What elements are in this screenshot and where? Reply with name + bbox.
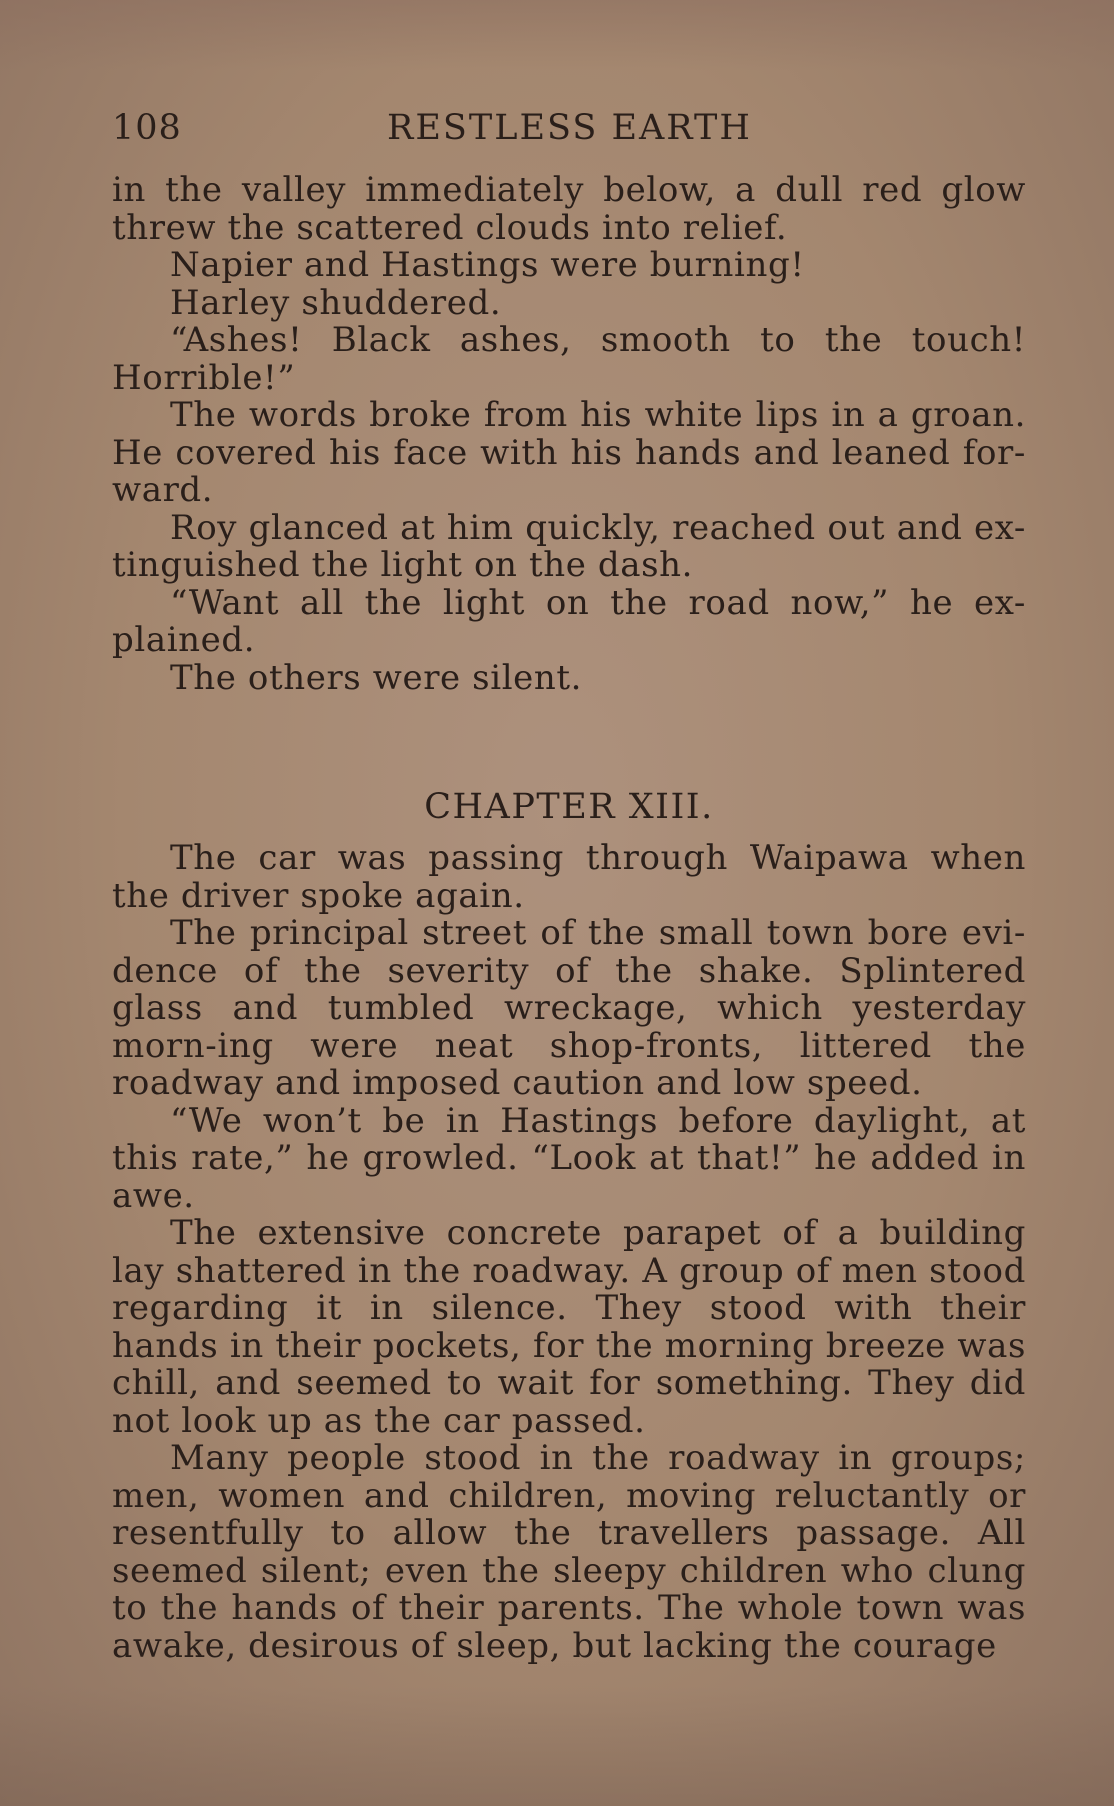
text-block-after-chapter bbox=[112, 840, 1026, 1665]
paragraph: Roy glanced at him quickly, reached out and ex-tinguished the light on the dash. bbox=[112, 507, 1026, 585]
paragraph: Many people stood in the roadway in groups; men, women and children, moving reluctantly or resentfully to allow the travellers passage. All seemed silent; even the sleepy children who clung to the hands of their parents. The whole town was awake, desirous of sleep, but lacking the courage bbox=[112, 1438, 1026, 1666]
paragraph: “We won’t be in Hastings before daylight, at this rate,” he growled. “Look at that!” he added in awe. bbox=[112, 1100, 1026, 1216]
running-head bbox=[112, 108, 1026, 156]
paragraph: The principal street of the small town bore evi-dence of the severity of the shake. Splintered glass and tumbled wreckage, which yesterday morn-ing were neat shop-fronts, littered the roadway and imposed caution and low speed. bbox=[112, 913, 1026, 1103]
page-number: 108 bbox=[112, 108, 182, 148]
paragraph: The extensive concrete parapet of a building lay shattered in the roadway. A group of men stood regarding it in silence. They stood with their hands in their pockets, for the morning breeze was chill, and seemed to wait for something. They did not look up as the car passed. bbox=[112, 1213, 1026, 1441]
paragraph: “Ashes! Black ashes, smooth to the touch! Horrible!” bbox=[112, 320, 1026, 398]
paragraph: The car was passing through Waipawa when the driver spoke again. bbox=[112, 838, 1026, 916]
text-block-before-chapter bbox=[112, 172, 1026, 697]
page-top-shadow bbox=[0, 0, 1114, 70]
paragraph: The words broke from his white lips in a groan. He covered his face with his hands and leaned for-ward. bbox=[112, 395, 1026, 510]
paragraph: Harley shuddered. bbox=[170, 282, 502, 323]
paragraph: The others were silent. bbox=[170, 657, 583, 698]
paragraph: “Want all the light on the road now,” he ex-plained. bbox=[112, 582, 1026, 660]
chapter-heading: CHAPTER XIII. bbox=[424, 787, 714, 827]
paragraph: in the valley immediately below, a dull red glow threw the scattered clouds into relief. bbox=[112, 170, 1026, 248]
paragraph: Napier and Hastings were burning! bbox=[170, 245, 805, 285]
page-bottom-shadow bbox=[0, 1686, 1114, 1806]
book-title: RESTLESS EARTH bbox=[387, 108, 752, 148]
